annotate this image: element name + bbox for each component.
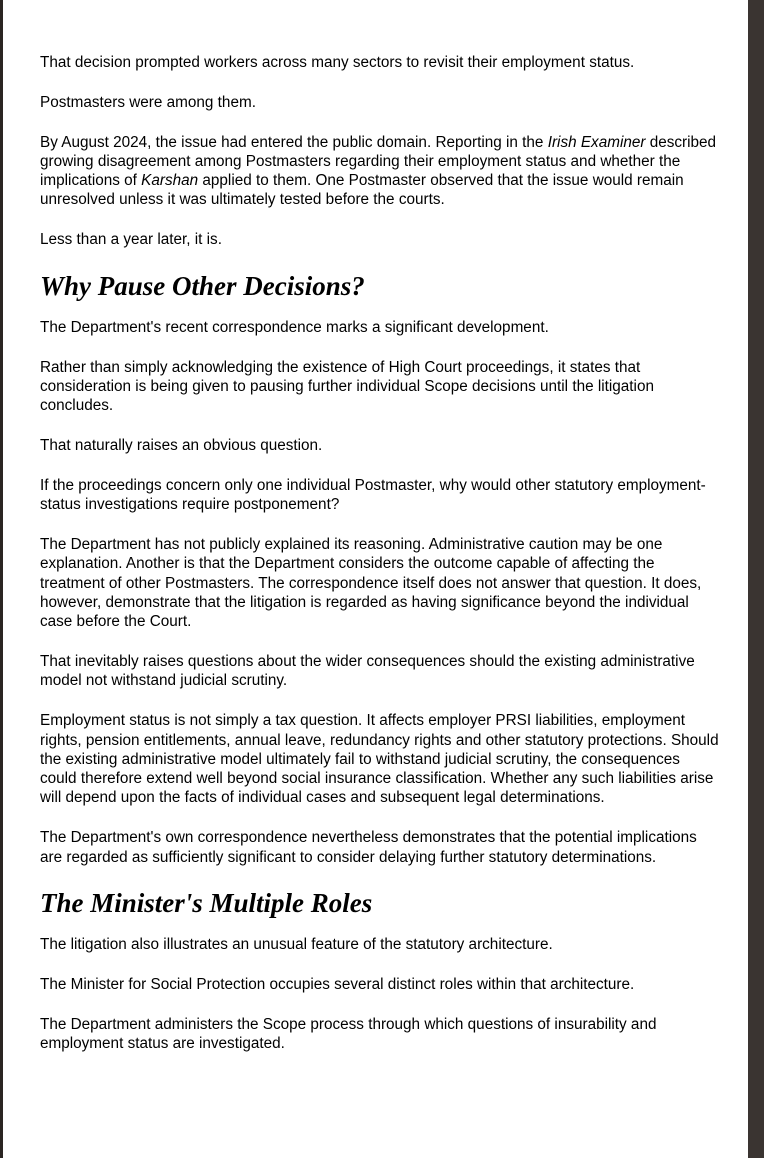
paragraph: Rather than simply acknowledging the existence of High Court proceedings, it states that consideration is being given to pausing further individual Scope decisions until the litigation concludes. — [40, 358, 654, 415]
document-page[interactable] — [3, 0, 748, 1158]
paragraph: The Department administers the Scope process through which questions of insurability and employment status are investigated. — [40, 1015, 657, 1053]
paragraph: That naturally raises an obvious question. — [40, 437, 323, 455]
publication-name: Irish Examiner — [547, 133, 646, 151]
paragraph: The litigation also illustrates an unusual feature of the statutory architecture. — [40, 936, 553, 954]
right-edge — [748, 0, 764, 1158]
paragraph: The Department's recent correspondence marks a significant development. — [40, 319, 549, 337]
paragraph-text: applied to them. One Postmaster observed that the issue would remain unresolved unless it was ultimately tested before the courts. — [40, 172, 684, 209]
paragraph: That inevitably raises questions about the wider consequences should the existing administrative model not withstand judicial scrutiny. — [40, 653, 695, 690]
paragraph — [40, 133, 720, 210]
paragraph: If the proceedings concern only one individual Postmaster, why would other statutory employment-status investigations require postponement? — [40, 477, 706, 514]
paragraph: Employment status is not simply a tax question. It affects employer PRSI liabilities, employment rights, pension entitlements, annual leave, redundancy rights and other statutory protections. Should the existing administrative model ultimately fail to withstand judicial scrutiny, the consequences could therefore extend well beyond social insurance classification. Whether any such liabilities arise will depend upon the facts of individual cases and subsequent legal determinations. — [40, 712, 719, 807]
paragraph: Less than a year later, it is. — [40, 231, 222, 249]
paragraph: That decision prompted workers across many sectors to revisit their employment status. — [40, 54, 635, 71]
paragraph: The Department has not publicly explained its reasoning. Administrative caution may be one explanation. Another is that the Department considers the outcome capable of affecting the treatment of other Postmasters. The correspondence itself does not answer that question. It does, however, demonstrate that the litigation is regarded as having significance beyond the individual case before the Court. — [40, 536, 702, 631]
section-heading: Why Pause Other Decisions? — [40, 271, 365, 302]
section-heading: The Minister's Multiple Roles — [40, 888, 373, 919]
paragraph: The Department's own correspondence nevertheless demonstrates that the potential implications are regarded as sufficiently significant to consider delaying further statutory determinations. — [40, 829, 697, 866]
article-body — [40, 53, 720, 1074]
paragraph: Postmasters were among them. — [40, 93, 256, 111]
paragraph: The Minister for Social Protection occupies several distinct roles within that architecture. — [40, 976, 635, 994]
case-name: Karshan — [141, 172, 199, 190]
paragraph-text: By August 2024, the issue had entered the public domain. Reporting in the — [40, 133, 548, 151]
paragraph-text: described growing disagreement among Postmasters regarding their employment status and whether the implications of — [40, 133, 717, 190]
